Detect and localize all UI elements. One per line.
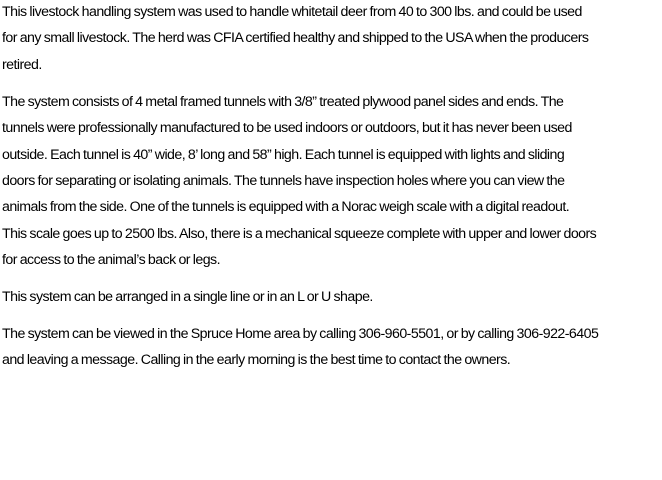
paragraph-contact	[2, 321, 660, 374]
document-body	[2, 0, 660, 384]
text-line: for any small livestock. The herd was CFIA certified healthy and shipped to the USA when the producers	[2, 30, 589, 47]
text-line: for access to the animal’s back or legs.	[2, 252, 220, 269]
paragraph-description	[2, 0, 660, 78]
paragraph-arrangement	[2, 284, 660, 310]
text-line: This scale goes up to 2500 lbs. Also, there is a mechanical squeeze complete with upper and lower doors	[2, 225, 597, 242]
text-line: tunnels were professionally manufactured to be used indoors or outdoors, but it has never been used	[2, 120, 572, 137]
text-line: retired.	[2, 56, 42, 73]
text-line: This system can be arranged in a single line or in an L or U shape.	[2, 289, 373, 306]
text-line: This livestock handling system was used to handle whitetail deer from 40 to 300 lbs. and could be used	[2, 4, 582, 20]
text-line: and leaving a message. Calling in the early morning is the best time to contact the owners.	[2, 352, 511, 369]
text-line: outside. Each tunnel is 40” wide, 8’ long and 58” high. Each tunnel is equipped with lights and sliding	[2, 146, 565, 163]
text-line: The system consists of 4 metal framed tunnels with 3/8” treated plywood panel sides and ends. The	[2, 93, 564, 110]
text-line: The system can be viewed in the Spruce Home area by calling 306-960-5501, or by calling 306-922-6405	[2, 326, 599, 343]
text-line: animals from the side. One of the tunnels is equipped with a Norac weigh scale with a digital readout.	[2, 199, 570, 216]
text-line: doors for separating or isolating animals. The tunnels have inspection holes where you can view the	[2, 172, 565, 189]
paragraph-specifications	[2, 89, 660, 274]
